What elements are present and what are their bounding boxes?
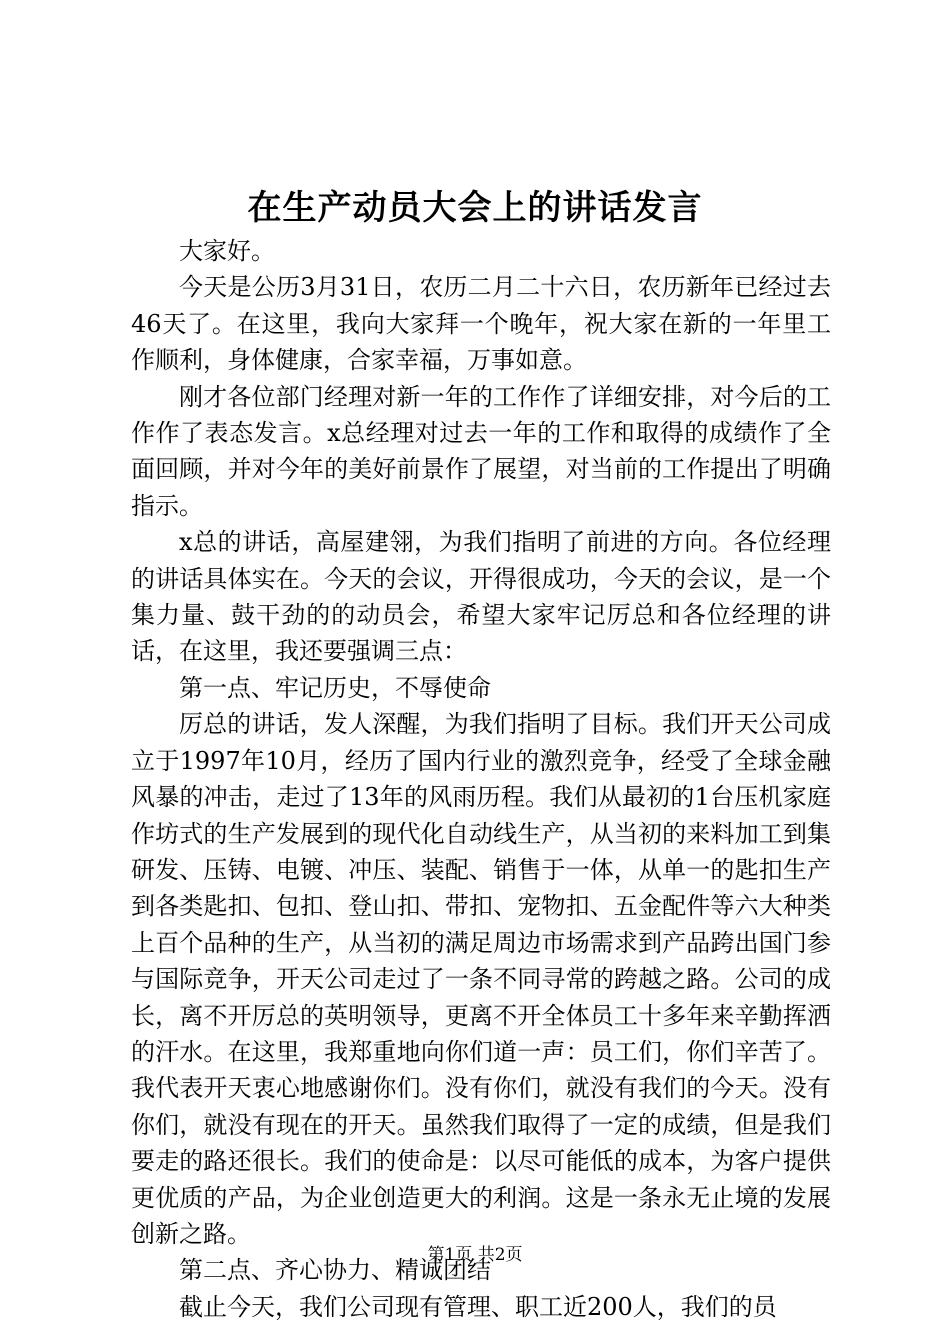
paragraph-history: 厉总的讲话，发人深醒，为我们指明了目标。我们开天公司成立于1997年10月，经历了国内行业的激烈竞争，经受了全球金融风暴的冲击，走过了13年的风雨历程。我们从最初的1台压机家庭作坊式的生产发展到的现代化自动线生产，从当初的来料加工到集研发、压铸、电镀、冲压、装配、销售于一体，从单一的匙扣生产到各类匙扣、包扣、登山扣、带扣、宠物扣、五金配件等六大种类上百个品种的生产，从当初的满足周边市场需求到产品跨出国门参与国际竞争，开天公司走过了一条不同寻常的跨越之路。公司的成长，离不开厉总的英明领导，更离不开全体员工十多年来辛勤挥洒的汗水。在这里，我郑重地向你们道一声：员工们，你们辛苦了。我代表开天衷心地感谢你们。没有你们，就没有我们的今天。没有你们，就没有现在的开天。虽然我们取得了一定的成绩，但是我们要走的路还很长。我们的使命是：以尽可能低的成本，为客户提供更优质的产品，为企业创造更大的利润。这是一条永无止境的发展创新之路。: [131, 710, 831, 1248]
paragraph-managers: 刚才各位部门经理对新一年的工作作了详细安排，对今后的工作作了表态发言。x总经理对过去一年的工作和取得的成绩作了全面回顾，并对今年的美好前景作了展望，对当前的工作提出了明确指示。: [131, 382, 831, 520]
paragraph-speech: x总的讲话，高屋建翎，为我们指明了前进的方向。各位经理的讲话具体实在。今天的会议，开得很成功，今天的会议，是一个集力量、鼓干劲的的动员会，希望大家牢记厉总和各位经理的讲话，在这里，我还要强调三点：: [131, 528, 831, 666]
section-heading-1: 第一点、牢记历史，不辱使命: [179, 673, 491, 702]
section-heading-2: 第二点、齐心协力、精诚团结: [179, 1256, 491, 1285]
document-body: [131, 233, 831, 1325]
paragraph-staff: 截止今天，我们公司现有管理、职工近200人，我们的员: [179, 1292, 777, 1321]
page-footer: 第1页 共2页: [427, 1245, 523, 1265]
paragraph-greeting: 大家好。: [179, 237, 275, 265]
paragraph-date: 今天是公历3月31日，农历二月二十六日，农历新年已经过去46天了。在这里，我向大家拜一个晚年，祝大家在新的一年里工作顺利，身体健康，合家幸福，万事如意。: [131, 273, 831, 375]
document-title: 在生产动员大会上的讲话发言: [247, 188, 703, 228]
